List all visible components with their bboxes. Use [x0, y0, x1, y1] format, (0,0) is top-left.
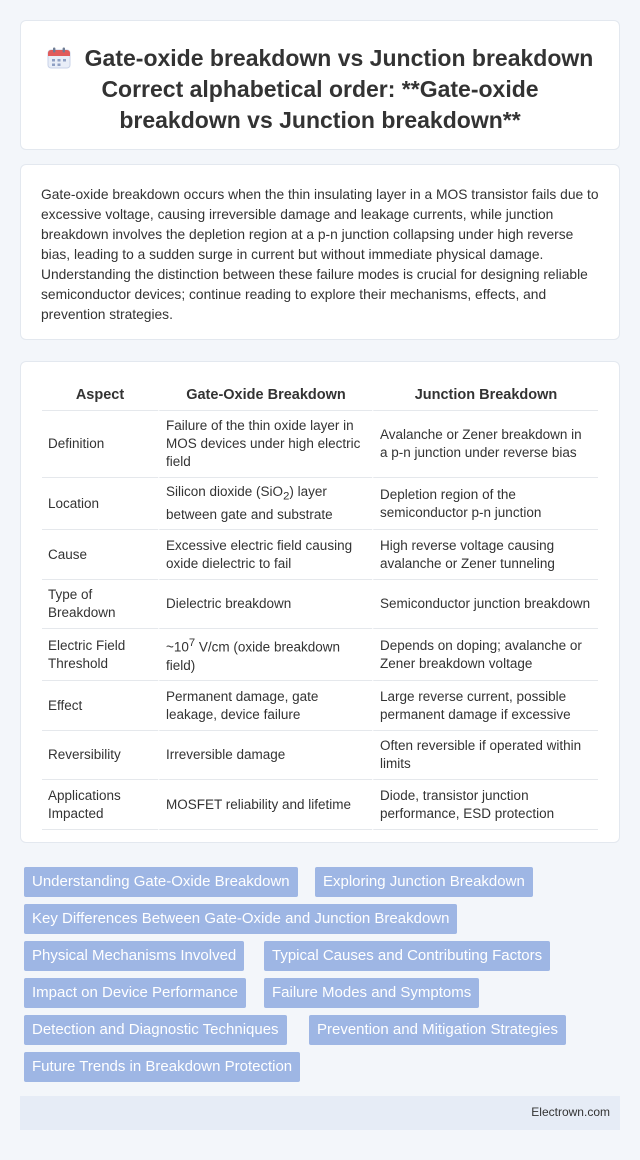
tag-typical-causes[interactable]: Typical Causes and Contributing Factors: [264, 941, 550, 971]
intro-card: [20, 164, 620, 340]
cell-gate-oxide: Permanent damage, gate leakage, device failure: [158, 681, 372, 731]
table-row: [42, 580, 598, 629]
cell-gate-oxide: MOSFET reliability and lifetime: [158, 780, 372, 830]
comparison-table: [42, 379, 598, 830]
table-row: [42, 780, 598, 830]
cell-junction: Often reversible if operated within limits: [372, 731, 598, 780]
table-row: [42, 731, 598, 780]
tag-key-differences[interactable]: Key Differences Between Gate-Oxide and Junction Breakdown: [24, 904, 457, 934]
gate-text-pre: Silicon dioxide (SiO: [166, 484, 284, 500]
cell-gate-oxide: Dielectric breakdown: [158, 580, 372, 629]
cell-aspect: Applications Impacted: [42, 780, 158, 830]
footer: [20, 1096, 620, 1130]
title-card: [20, 20, 620, 150]
gate-text-sub: 2: [283, 490, 290, 503]
cell-junction: Avalanche or Zener breakdown in a p-n junction under reverse bias: [372, 411, 598, 478]
tag-failure-modes[interactable]: Failure Modes and Symptoms: [264, 978, 479, 1008]
cell-gate-oxide: Irreversible damage: [158, 731, 372, 780]
intro-paragraph: Gate-oxide breakdown occurs when the thin insulating layer in a MOS transistor fails due to excessive voltage, causing irreversible damage and leakage currents, while junction breakdown involves the depletion region at a p-n junction collapsing under high reverse bias, leading to a sudden surge in current but without immediate physical damage. Understanding the distinction between these failure modes is crucial for designing reliable semiconductor devices; continue reading to explore their mechanisms, effects, and prevention strategies.: [41, 187, 599, 322]
cell-aspect: Cause: [42, 530, 158, 580]
table-row: [42, 629, 598, 681]
tag-prevention-mitigation[interactable]: Prevention and Mitigation Strategies: [309, 1015, 566, 1045]
cell-gate-oxide: Excessive electric field causing oxide dielectric to fail: [158, 530, 372, 580]
tag-detection-diagnostic[interactable]: Detection and Diagnostic Techniques: [24, 1015, 287, 1045]
header-gate-oxide: Gate-Oxide Breakdown: [158, 379, 372, 411]
cell-junction: Large reverse current, possible permanent damage if excessive: [372, 681, 598, 731]
cell-junction: Depends on doping; avalanche or Zener breakdown voltage: [372, 629, 598, 681]
table-row: [42, 411, 598, 478]
cell-aspect: Location: [42, 478, 158, 530]
cell-gate-oxide: [158, 478, 372, 530]
table-row: [42, 681, 598, 731]
cell-aspect: Electric Field Threshold: [42, 629, 158, 681]
cell-junction: High reverse voltage causing avalanche or Zener tunneling: [372, 530, 598, 580]
gate-text-sup: 7: [188, 637, 196, 650]
page-title: [41, 43, 599, 136]
cell-aspect: Effect: [42, 681, 158, 731]
cell-junction: Semiconductor junction breakdown: [372, 580, 598, 629]
table-row: [42, 530, 598, 580]
header-aspect: Aspect: [42, 379, 158, 411]
gate-text-post: ) layer between gate and substrate: [166, 484, 333, 522]
table-header-row: [42, 379, 598, 411]
table-row: [42, 478, 598, 530]
cell-junction: Depletion region of the semiconductor p-n junction: [372, 478, 598, 530]
comparison-table-card: [20, 361, 620, 843]
header-junction: Junction Breakdown: [372, 379, 598, 411]
gate-text-post: V/cm (oxide breakdown field): [166, 639, 340, 673]
calendar-icon: [47, 47, 71, 69]
cell-aspect: Reversibility: [42, 731, 158, 780]
cell-gate-oxide: Failure of the thin oxide layer in MOS devices under high electric field: [158, 411, 372, 478]
cell-junction: Diode, transistor junction performance, ESD protection: [372, 780, 598, 830]
cell-aspect: Type of Breakdown: [42, 580, 158, 629]
tag-physical-mechanisms[interactable]: Physical Mechanisms Involved: [24, 941, 244, 971]
gate-text-pre: ~10: [166, 639, 189, 655]
tag-future-trends[interactable]: Future Trends in Breakdown Protection: [24, 1052, 300, 1082]
tag-exploring-junction[interactable]: Exploring Junction Breakdown: [315, 867, 533, 897]
tag-impact-device[interactable]: Impact on Device Performance: [24, 978, 246, 1008]
title-text: Gate-oxide breakdown vs Junction breakdown Correct alphabetical order: **Gate-oxide breakdown vs Junction breakdown**: [84, 45, 594, 133]
footer-site[interactable]: Electrown.com: [531, 1105, 610, 1119]
cell-aspect: Definition: [42, 411, 158, 478]
cell-gate-oxide: [158, 629, 372, 681]
tag-understanding-gate-oxide[interactable]: Understanding Gate-Oxide Breakdown: [24, 867, 298, 897]
